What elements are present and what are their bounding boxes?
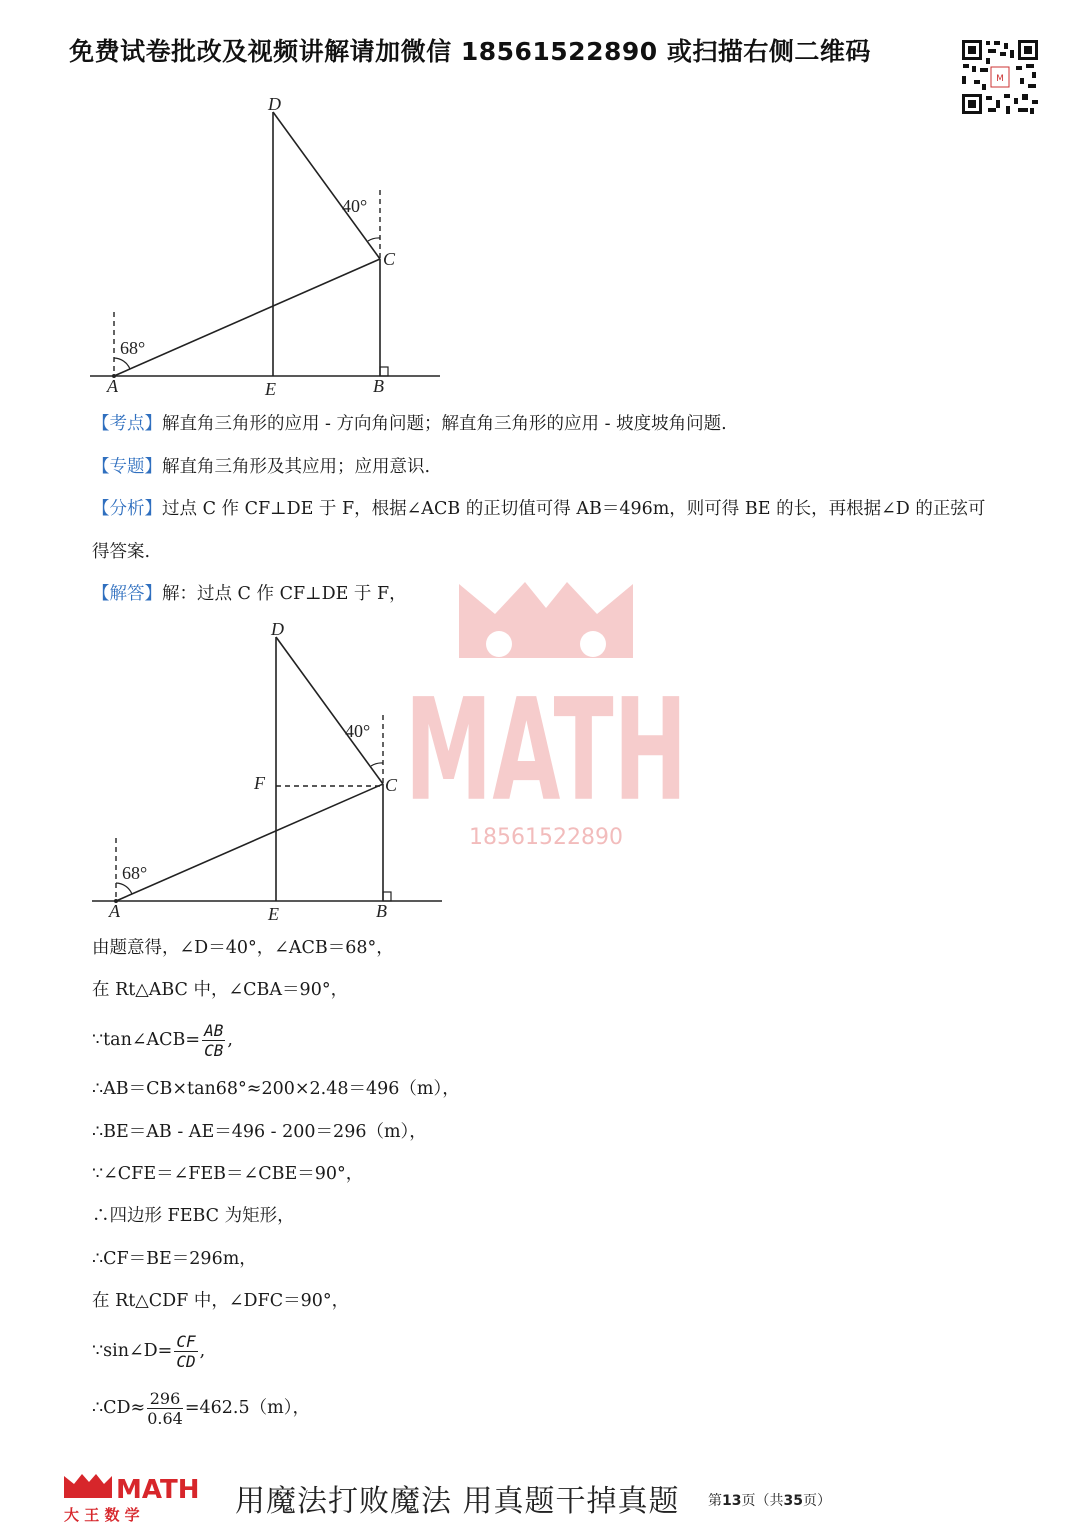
angle-d-label: 40° xyxy=(345,721,371,741)
logo-sub: 大 王 数 学 xyxy=(64,1506,140,1524)
zhuanti-text: 解直角三角形及其应用；应用意识. xyxy=(162,457,431,477)
kaodian-tag: 【考点】 xyxy=(92,414,162,434)
watermark-phone: 18561522890 xyxy=(469,825,623,850)
page-current: 13 xyxy=(722,1493,742,1509)
solution-step-tan xyxy=(92,1020,233,1060)
math-logo xyxy=(62,1472,200,1524)
figure-2 xyxy=(85,615,450,930)
footer-slogan: 用魔法打败魔法 用真题干掉真题 xyxy=(235,1484,680,1519)
numerator: 296 xyxy=(147,1389,183,1409)
kaodian-text: 解直角三角形的应用 - 方向角问题；解直角三角形的应用 - 坡度坡角问题. xyxy=(162,414,727,434)
numerator: AB xyxy=(204,1021,224,1040)
page-suffix: 页） xyxy=(802,1493,831,1509)
solution-step-sin xyxy=(92,1331,205,1371)
fenxi-tag: 【分析】 xyxy=(92,499,162,519)
watermark-text: MATH xyxy=(404,668,688,833)
solution-step: ∴BE＝AB - AE＝496 - 200＝296（m）， xyxy=(92,1122,427,1142)
fraction xyxy=(202,1021,225,1060)
label-f: F xyxy=(254,773,265,793)
fenxi-line xyxy=(92,497,985,521)
fraction xyxy=(147,1389,183,1428)
sin-suffix: , xyxy=(199,1341,206,1361)
denominator: CB xyxy=(204,1041,224,1060)
fraction xyxy=(174,1332,197,1371)
solution-step: 在 Rt△ABC 中，∠CBA＝90°， xyxy=(92,980,349,1000)
label-a: A xyxy=(107,376,118,396)
label-e: E xyxy=(265,379,276,399)
angle-a-label: 68° xyxy=(120,338,146,358)
denominator: CD xyxy=(176,1352,196,1371)
jieda-tag: 【解答】 xyxy=(92,584,162,604)
cd-suffix: =462.5（m）， xyxy=(184,1398,310,1418)
page-mid: 页（共 xyxy=(741,1493,784,1509)
solution-step: ∴AB＝CB×tan68°≈200×2.48＝496（m）， xyxy=(92,1079,460,1099)
page-header: 免费试卷批改及视频讲解请加微信 18561522890 或扫描右侧二维码 xyxy=(69,37,871,66)
page-total: 35 xyxy=(783,1493,803,1509)
page-prefix: 第 xyxy=(708,1493,722,1509)
tan-suffix: , xyxy=(227,1030,233,1050)
tan-prefix: ∵tan∠ACB= xyxy=(92,1030,201,1050)
solution-step: 在 Rt△CDF 中，∠DFC＝90°， xyxy=(92,1291,350,1311)
fenxi-text-1: 过点 C 作 CF⊥DE 于 F，根据∠ACB 的正切值可得 AB＝496m，则可得 BE 的长，再根据∠D 的正弦可 xyxy=(162,499,986,519)
label-d: D xyxy=(271,619,284,639)
label-e: E xyxy=(268,904,279,924)
label-a: A xyxy=(109,901,120,921)
kaodian-line xyxy=(92,412,727,436)
solution-step: 由题意得，∠D＝40°，∠ACB＝68°， xyxy=(92,938,394,958)
fenxi-text-2: 得答案. xyxy=(92,542,151,562)
label-b: B xyxy=(373,376,384,396)
label-c: C xyxy=(385,775,398,795)
solution-step-cd xyxy=(92,1388,310,1428)
jieda-text: 解：过点 C 作 CF⊥DE 于 F， xyxy=(162,584,407,604)
jieda-line xyxy=(92,582,407,606)
qr-code-icon xyxy=(960,38,1040,116)
figure-1 xyxy=(85,92,445,402)
zhuanti-line xyxy=(92,455,430,479)
solution-step: ∴CF＝BE＝296m， xyxy=(92,1249,257,1269)
angle-a-label: 68° xyxy=(122,863,148,883)
logo-text: MATH xyxy=(116,1475,200,1505)
label-c: C xyxy=(383,249,396,269)
denominator: 0.64 xyxy=(147,1409,183,1428)
numerator: CF xyxy=(176,1332,196,1351)
sin-prefix: ∵sin∠D= xyxy=(92,1341,173,1361)
svg-text:M: M xyxy=(996,74,1004,84)
page-number xyxy=(708,1490,831,1510)
solution-step: ∵∠CFE＝∠FEB＝∠CBE＝90°， xyxy=(92,1164,364,1184)
zhuanti-tag: 【专题】 xyxy=(92,457,162,477)
math-watermark xyxy=(404,578,688,858)
solution-step: ∴四边形 FEBC 为矩形， xyxy=(92,1206,295,1226)
angle-d-label: 40° xyxy=(342,196,368,216)
label-b: B xyxy=(376,901,387,921)
label-d: D xyxy=(268,94,281,114)
cd-prefix: ∴CD≈ xyxy=(92,1398,146,1418)
